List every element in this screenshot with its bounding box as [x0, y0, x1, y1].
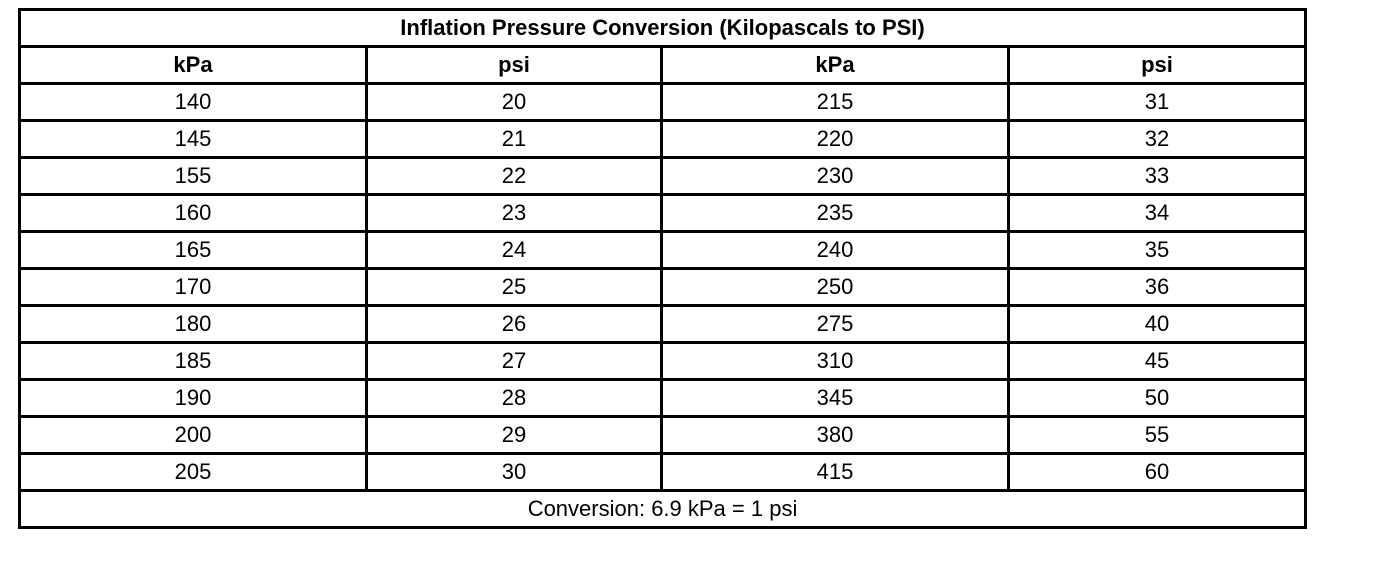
table-row — [20, 454, 1306, 491]
table-cell: 40 — [1009, 306, 1306, 343]
table-cell: 50 — [1009, 380, 1306, 417]
footer-row — [20, 491, 1306, 528]
table-cell: 27 — [367, 343, 662, 380]
title-row — [20, 10, 1306, 47]
table-cell: 310 — [662, 343, 1009, 380]
header-kpa-2: kPa — [662, 47, 1009, 84]
table-cell: 220 — [662, 121, 1009, 158]
table-cell: 230 — [662, 158, 1009, 195]
table-cell: 31 — [1009, 84, 1306, 121]
table-cell: 29 — [367, 417, 662, 454]
table-row — [20, 121, 1306, 158]
table-cell: 35 — [1009, 232, 1306, 269]
table-title: Inflation Pressure Conversion (Kilopascals to PSI) — [20, 10, 1306, 47]
table-cell: 28 — [367, 380, 662, 417]
table-row — [20, 380, 1306, 417]
table-cell: 36 — [1009, 269, 1306, 306]
table-row — [20, 232, 1306, 269]
table-cell: 26 — [367, 306, 662, 343]
table-cell: 240 — [662, 232, 1009, 269]
table-cell: 23 — [367, 195, 662, 232]
table-cell: 235 — [662, 195, 1009, 232]
table-cell: 21 — [367, 121, 662, 158]
table-row — [20, 84, 1306, 121]
header-psi-2: psi — [1009, 47, 1306, 84]
table-cell: 22 — [367, 158, 662, 195]
table-row — [20, 195, 1306, 232]
table-cell: 250 — [662, 269, 1009, 306]
table-row — [20, 269, 1306, 306]
conversion-table-container — [18, 8, 1304, 529]
table-cell: 55 — [1009, 417, 1306, 454]
table-cell: 34 — [1009, 195, 1306, 232]
table-cell: 275 — [662, 306, 1009, 343]
table-cell: 345 — [662, 380, 1009, 417]
table-cell: 45 — [1009, 343, 1306, 380]
table-cell: 190 — [20, 380, 367, 417]
table-cell: 200 — [20, 417, 367, 454]
table-cell: 145 — [20, 121, 367, 158]
table-cell: 60 — [1009, 454, 1306, 491]
table-cell: 20 — [367, 84, 662, 121]
table-cell: 32 — [1009, 121, 1306, 158]
table-cell: 185 — [20, 343, 367, 380]
table-row — [20, 343, 1306, 380]
table-cell: 180 — [20, 306, 367, 343]
table-cell: 170 — [20, 269, 367, 306]
table-cell: 140 — [20, 84, 367, 121]
table-row — [20, 417, 1306, 454]
table-cell: 155 — [20, 158, 367, 195]
table-cell: 33 — [1009, 158, 1306, 195]
table-cell: 160 — [20, 195, 367, 232]
table-cell: 24 — [367, 232, 662, 269]
header-psi-1: psi — [367, 47, 662, 84]
table-cell: 25 — [367, 269, 662, 306]
header-row — [20, 47, 1306, 84]
table-row — [20, 158, 1306, 195]
conversion-note: Conversion: 6.9 kPa = 1 psi — [20, 491, 1306, 528]
table-cell: 30 — [367, 454, 662, 491]
table-row — [20, 306, 1306, 343]
header-kpa-1: kPa — [20, 47, 367, 84]
table-cell: 415 — [662, 454, 1009, 491]
table-cell: 165 — [20, 232, 367, 269]
table-cell: 215 — [662, 84, 1009, 121]
table-cell: 380 — [662, 417, 1009, 454]
pressure-conversion-table — [18, 8, 1307, 529]
table-cell: 205 — [20, 454, 367, 491]
